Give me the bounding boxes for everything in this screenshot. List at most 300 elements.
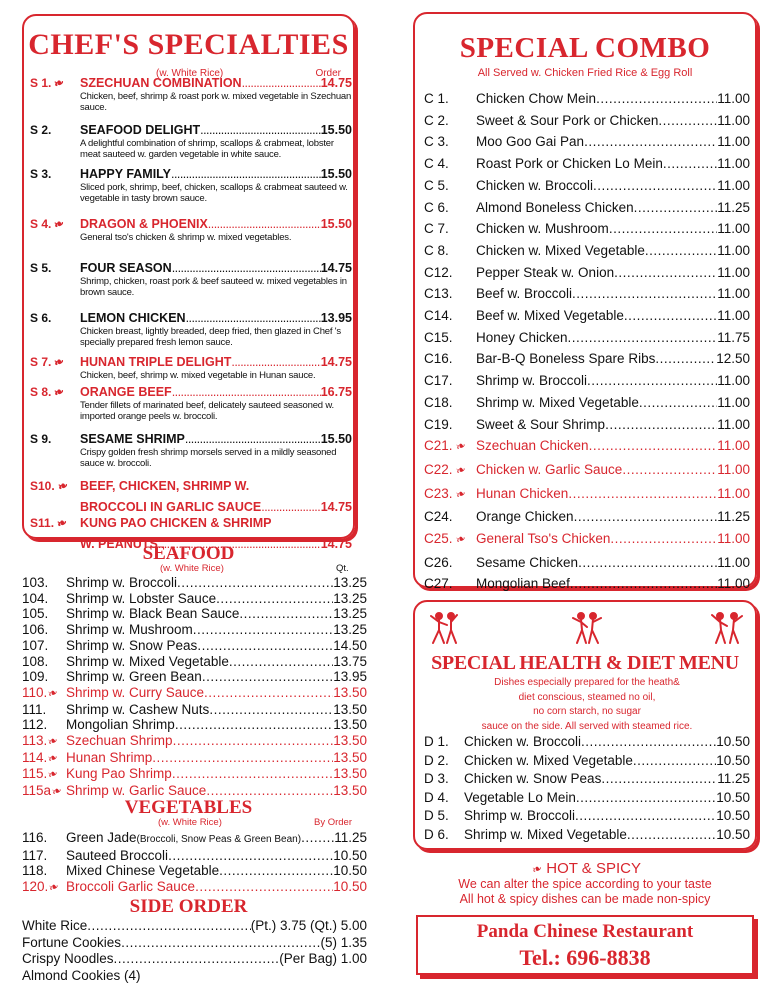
item-number-text: C 8.	[424, 242, 449, 258]
chili-slot	[453, 529, 467, 552]
combo-item	[424, 435, 750, 459]
item-number	[22, 575, 66, 591]
item-price: 11.00	[717, 461, 750, 477]
combo-item	[424, 528, 750, 552]
item-name-text: FOUR SEASON	[80, 261, 172, 275]
item-number-text: C25.	[424, 531, 453, 547]
item-number-text: C 6.	[424, 199, 449, 215]
item-number	[424, 459, 476, 483]
item-number	[424, 218, 476, 240]
item-number	[22, 879, 66, 896]
seafood-item	[22, 606, 367, 622]
seafood-item	[22, 575, 367, 591]
item-price: 11.00	[717, 221, 750, 237]
item-name: Fortune Cookies	[22, 934, 122, 950]
item-name: Hunan Shrimp	[66, 749, 153, 765]
item-name	[80, 217, 352, 232]
item-price: 13.25	[333, 590, 367, 606]
item-price: (Pt.) 3.75 (Qt.) 5.00	[250, 918, 367, 933]
item-number-text: C 4.	[424, 156, 449, 172]
diet-item	[424, 770, 750, 789]
dot-leader	[634, 197, 718, 219]
by-order-label: By Order	[314, 817, 353, 828]
item-price: 13.50	[333, 783, 367, 799]
combo-item	[424, 348, 750, 370]
dot-leader	[114, 951, 280, 968]
item-number	[424, 88, 476, 110]
item-number-text: C 3.	[424, 134, 449, 150]
chili-slot	[453, 460, 467, 483]
dot-leader	[645, 240, 717, 262]
specialty-item	[30, 217, 352, 243]
dot-leader	[172, 261, 321, 276]
seafood-item	[22, 669, 367, 685]
item-price: 15.50	[320, 123, 352, 137]
description-line: sauce on the side. All served with steamed rice.	[481, 720, 693, 732]
dot-leader	[572, 283, 717, 305]
dot-leader	[570, 573, 717, 595]
health-diet-description	[425, 676, 749, 734]
dot-leader	[584, 131, 717, 153]
combo-item	[424, 240, 750, 262]
dot-leader	[202, 669, 333, 685]
item-code	[30, 385, 80, 399]
item-code	[30, 123, 80, 137]
item-name: Shrimp w. Lobster Sauce	[66, 590, 217, 606]
item-number	[424, 348, 476, 370]
item-code-text: S11.	[30, 516, 55, 530]
seafood-item	[22, 685, 367, 702]
item-number	[22, 606, 66, 622]
item-price: 13.50	[333, 733, 367, 749]
item-number	[424, 153, 476, 175]
item-number	[424, 327, 476, 349]
item-price: 15.50	[320, 167, 352, 181]
item-number	[22, 702, 66, 718]
item-price: 13.25	[333, 606, 367, 622]
item-number-text: C26.	[424, 554, 453, 570]
item-price: 11.00	[717, 134, 750, 150]
item-price: 10.50	[716, 808, 750, 824]
dot-leader	[231, 355, 320, 370]
item-name: Mongolian Shrimp	[66, 717, 175, 733]
item-name: Shrimp w. Mixed Vegetable	[66, 653, 229, 669]
description-line: diet conscious, steamed no oil,	[518, 691, 656, 703]
item-number-text: 114.	[22, 749, 48, 765]
item-name: Chicken w. Snow Peas	[464, 771, 602, 787]
item-name: Chicken Chow Mein	[476, 91, 597, 106]
dancer-illustration-icon	[570, 610, 604, 646]
combo-item	[424, 218, 750, 240]
dot-leader	[239, 606, 333, 622]
side-order-item	[22, 968, 367, 985]
vegetable-item	[22, 879, 367, 896]
chili-pepper-icon: ❧	[52, 353, 67, 371]
restaurant-info-box	[416, 915, 754, 975]
item-name: General Tso's Chicken	[476, 531, 611, 547]
combo-item	[424, 110, 750, 132]
chili-pepper-icon: ❧	[46, 878, 62, 896]
item-description: Tender fillets of marinated beef, delicately sauteed seasoned w. imported orange peels w. broccoli.	[80, 400, 334, 422]
item-price: 11.00	[717, 308, 750, 324]
dot-leader	[663, 153, 717, 175]
item-name: Chicken w. Broccoli	[464, 734, 582, 749]
item-name: Beef w. Mixed Vegetable	[476, 308, 624, 324]
item-number	[22, 863, 66, 879]
item-price: 10.50	[333, 863, 367, 879]
seafood-title: SEAFOOD	[142, 543, 235, 564]
item-number-text: C27.	[424, 576, 453, 592]
dot-leader	[574, 506, 718, 528]
item-number	[424, 506, 476, 528]
chili-pepper-icon: ❧	[45, 732, 61, 750]
dot-leader	[633, 752, 716, 771]
item-price: 11.25	[717, 509, 750, 525]
dot-leader	[581, 733, 716, 752]
combo-item	[424, 305, 750, 327]
item-name-line2	[80, 500, 352, 515]
health-diet-title: SPECIAL HEALTH & DIET MENU	[431, 652, 739, 674]
specialty-item	[30, 123, 352, 160]
item-name: Shrimp w. Broccoli	[464, 808, 576, 824]
chili-pepper-icon: ❧	[52, 215, 67, 233]
item-description: Chicken, beef, shrimp & roast pork w. mixed vegetable in Szechuan sauce.	[80, 91, 352, 113]
item-price: 12.50	[716, 351, 750, 367]
item-name: Sauteed Broccoli	[66, 847, 169, 863]
item-name: Sweet & Sour Pork or Chicken	[476, 112, 659, 128]
item-number-text: 103.	[22, 575, 49, 590]
item-name: Chicken w. Broccoli	[476, 177, 594, 193]
item-name: Shrimp w. Garlic Sauce	[66, 783, 207, 799]
item-price: 11.00	[717, 576, 750, 592]
item-number	[424, 175, 476, 197]
vegetable-item	[22, 848, 367, 864]
item-price: 10.50	[716, 789, 750, 805]
chili-pepper-icon: ❧	[453, 461, 468, 479]
item-description: Shrimp, chicken, roast pork & beef sauteed w. mixed vegetables in brown sauce.	[80, 276, 347, 298]
item-price: 13.50	[333, 701, 367, 717]
item-price: 15.50	[320, 217, 352, 231]
item-number-text: 112.	[22, 717, 48, 733]
description-line: Dishes especially prepared for the heath&	[494, 677, 680, 688]
combo-item	[424, 131, 750, 153]
dot-leader	[229, 654, 333, 670]
item-description: Chicken, beef, shrimp w. mixed vegetable in Hunan sauce.	[80, 370, 316, 381]
item-price: 11.25	[717, 199, 750, 215]
item-price: 11.00	[717, 91, 750, 106]
dot-leader	[301, 830, 334, 846]
item-price: 13.50	[333, 717, 367, 733]
item-number	[22, 766, 66, 783]
vegetable-item	[22, 830, 367, 848]
dancer-illustration-icon	[427, 610, 461, 646]
dot-leader	[589, 435, 718, 457]
item-name: Roast Pork or Chicken Lo Mein	[476, 156, 663, 172]
item-code-text: S 6.	[30, 311, 52, 325]
item-note: (Broccoli, Snow Peas & Green Bean)	[136, 834, 302, 845]
item-name: Sweet & Sour Shrimp	[476, 416, 606, 432]
item-name-text: SESAME SHRIMP	[80, 432, 185, 446]
item-number-text: C18.	[424, 394, 453, 410]
item-number: D 6.	[424, 826, 449, 842]
item-name-text: LEMON CHICKEN	[80, 311, 186, 325]
quart-column-label: Qt.	[336, 563, 349, 574]
item-name: Shrimp w. Mixed Vegetable	[476, 394, 639, 410]
specialty-item	[30, 385, 352, 422]
dot-leader	[242, 76, 321, 91]
dot-leader	[197, 638, 333, 654]
hot-spicy-note-1: We can alter the spice according to your taste	[458, 877, 712, 891]
item-name: Shrimp w. Mixed Vegetable	[464, 826, 627, 842]
item-number	[22, 750, 66, 767]
combo-item	[424, 370, 750, 392]
item-name: Shrimp w. Snow Peas	[66, 637, 198, 653]
combo-item	[424, 197, 750, 219]
special-combo-subtitle: All Served w. Chicken Fried Rice & Egg Roll	[477, 67, 693, 79]
item-number	[424, 392, 476, 414]
dot-leader	[587, 370, 717, 392]
specialty-item	[30, 76, 352, 113]
item-number	[22, 717, 66, 733]
item-name: Green Jade	[66, 830, 137, 845]
item-price: 11.00	[717, 373, 750, 389]
dot-leader	[614, 262, 717, 284]
item-number-text: C 5.	[424, 177, 449, 193]
item-number	[424, 305, 476, 327]
item-number-text: 116.	[22, 830, 48, 845]
item-name	[80, 261, 352, 276]
item-price: 14.75	[320, 355, 352, 369]
item-name	[80, 516, 352, 531]
chili-pepper-icon: ❧	[49, 782, 64, 800]
seafood-item	[22, 591, 367, 607]
item-number	[424, 414, 476, 436]
dot-leader	[578, 552, 717, 574]
dot-leader	[601, 770, 717, 789]
item-name	[80, 311, 352, 326]
combo-item	[424, 483, 750, 507]
dot-leader	[639, 392, 717, 414]
item-name: Beef w. Broccoli	[476, 286, 573, 302]
item-name: Shrimp w. Cashew Nuts	[66, 701, 210, 717]
item-number: D 3.	[424, 771, 449, 787]
dot-leader	[177, 575, 333, 591]
item-description: Crispy golden fresh shrimp morsels served in a mildly seasoned sauce w. broccoli.	[80, 447, 337, 469]
dot-leader	[204, 685, 333, 701]
item-name-text: ORANGE BEEF	[80, 385, 172, 399]
item-number: D 4.	[424, 789, 449, 805]
chili-pepper-icon: ❧	[52, 383, 67, 401]
item-number-text: C23.	[424, 485, 453, 501]
item-number	[424, 435, 476, 459]
item-name-text: BEEF, CHICKEN, SHRIMP W.	[80, 479, 250, 493]
dot-leader	[200, 123, 321, 138]
chili-pepper-icon: ❧	[529, 860, 545, 878]
item-code	[30, 355, 80, 369]
chefs-specialties-panel	[22, 14, 355, 551]
item-number	[22, 733, 66, 750]
item-code-text: S 7.	[30, 355, 52, 369]
item-price: 14.50	[333, 637, 367, 653]
item-name: Almond Boneless Chicken	[476, 199, 634, 215]
item-price: 11.00	[717, 242, 750, 258]
specialty-item	[30, 261, 352, 298]
dot-leader	[575, 807, 716, 826]
item-code-text: S 4.	[30, 217, 52, 231]
chili-pepper-icon: ❧	[453, 530, 468, 548]
item-name: Orange Chicken	[476, 509, 574, 525]
item-name-text: SEAFOOD DELIGHT	[80, 123, 201, 137]
dot-leader	[216, 591, 333, 607]
item-price: 10.50	[716, 734, 750, 749]
health-diet-list	[424, 733, 750, 845]
item-name: Honey Chicken	[476, 329, 568, 345]
combo-item	[424, 506, 750, 528]
item-name: Shrimp w. Curry Sauce	[66, 684, 205, 700]
dot-leader	[152, 750, 333, 766]
item-price: 11.00	[717, 554, 750, 570]
item-name: Moo Goo Gai Pan	[476, 134, 585, 150]
item-price: 16.75	[320, 385, 352, 399]
item-price: 11.75	[717, 329, 750, 345]
item-price: 11.25	[334, 830, 367, 845]
item-description: General tso's chicken & shrimp w. mixed vegetables.	[80, 232, 292, 243]
item-name: Szechuan Shrimp	[66, 733, 173, 749]
item-price: 11.00	[717, 416, 750, 432]
item-name-text: HUNAN TRIPLE DELIGHT	[80, 355, 232, 369]
item-code-text: S 5.	[30, 261, 52, 275]
diet-item	[424, 807, 750, 826]
item-name: Hunan Chicken	[476, 485, 569, 501]
diet-item	[424, 733, 750, 752]
item-code-text: S 8.	[30, 385, 52, 399]
item-name	[80, 355, 352, 370]
item-name: Chicken w. Mixed Vegetable	[464, 752, 633, 768]
seafood-item	[22, 750, 367, 767]
item-name: Shrimp w. Broccoli	[476, 373, 588, 389]
item-number-text: C 7.	[424, 221, 449, 237]
item-code	[30, 217, 80, 231]
item-code-text: S 1.	[30, 76, 52, 90]
item-number-text: C 1.	[424, 91, 449, 106]
dot-leader	[219, 863, 333, 879]
chili-slot	[453, 484, 467, 507]
item-number-text: 115.	[22, 766, 48, 782]
item-number-text: C19.	[424, 416, 453, 432]
item-name: Szechuan Chicken	[476, 438, 589, 454]
item-name: Vegetable Lo Mein	[464, 789, 576, 805]
dot-leader	[208, 217, 321, 232]
item-price: 10.50	[716, 826, 750, 842]
chili-pepper-icon: ❧	[55, 477, 70, 495]
combo-item	[424, 327, 750, 349]
dot-leader	[175, 717, 333, 733]
seafood-item	[22, 733, 367, 750]
item-code-text: S 9.	[30, 432, 52, 446]
item-number	[22, 654, 66, 670]
dot-leader	[87, 918, 250, 935]
item-number	[424, 197, 476, 219]
item-number	[424, 262, 476, 284]
vegetable-item	[22, 863, 367, 879]
item-name	[80, 432, 352, 447]
item-name	[80, 479, 352, 494]
item-number	[424, 110, 476, 132]
dot-leader	[627, 826, 716, 845]
dot-leader	[593, 175, 717, 197]
item-name: Shrimp w. Black Bean Sauce	[66, 606, 240, 622]
item-name: Shrimp w. Mushroom	[66, 622, 193, 638]
item-number-text: C12.	[424, 264, 453, 280]
item-number-text: C22.	[424, 461, 453, 477]
item-name: White Rice	[22, 918, 88, 933]
combo-item	[424, 262, 750, 284]
item-number-text: C24.	[424, 509, 453, 525]
item-number	[424, 370, 476, 392]
seafood-list	[22, 575, 367, 800]
item-number-text: C13.	[424, 286, 453, 302]
item-code	[30, 432, 80, 446]
dot-leader	[576, 789, 716, 808]
item-number	[22, 638, 66, 654]
chili-pepper-icon: ❧	[453, 485, 468, 503]
seafood-item	[22, 622, 367, 638]
item-code-text: S 2.	[30, 123, 52, 137]
item-price: 11.00	[717, 112, 750, 128]
item-price: 14.75	[320, 261, 352, 275]
diet-item	[424, 752, 750, 771]
item-number	[424, 552, 476, 574]
side-order-title: SIDE ORDER	[129, 896, 248, 917]
item-number	[22, 669, 66, 685]
item-name-text: BROCCOLI IN GARLIC SAUCE	[80, 500, 262, 514]
item-code-text: S10.	[30, 479, 55, 493]
restaurant-phone: Tel.: 696-8838	[519, 945, 651, 970]
item-number-text: C15.	[424, 329, 453, 345]
diet-item	[424, 826, 750, 845]
specialty-item	[30, 311, 352, 348]
item-price: 13.25	[333, 575, 367, 590]
dot-leader	[605, 414, 717, 436]
chefs-specialties-title: CHEF'S SPECIALTIES	[28, 28, 349, 61]
item-number	[22, 685, 66, 702]
seafood-item	[22, 654, 367, 670]
dot-leader	[172, 766, 333, 782]
item-price: 11.25	[717, 771, 750, 787]
dot-leader	[610, 528, 717, 550]
dot-leader	[655, 348, 716, 370]
item-price: 11.00	[717, 438, 750, 454]
item-price: 11.00	[717, 531, 750, 547]
chefs-specialties-subtitle: (w. White Rice)	[156, 68, 224, 79]
side-order-item	[22, 951, 367, 968]
dot-leader	[568, 327, 718, 349]
dot-leader	[168, 848, 333, 864]
item-number-text: 104.	[22, 590, 49, 606]
item-name: Mixed Chinese Vegetable	[66, 863, 220, 879]
dot-leader	[172, 385, 321, 400]
item-number-text: 117.	[22, 847, 48, 863]
item-name: Chicken w. Mushroom	[476, 221, 609, 237]
item-name: Almond Cookies (4)	[22, 967, 141, 983]
item-name-text: KUNG PAO CHICKEN & SHRIMP	[80, 516, 272, 530]
item-price: 10.50	[333, 879, 367, 895]
item-number-text: 113.	[22, 733, 48, 749]
item-price: 13.50	[333, 749, 367, 765]
item-price: 11.00	[717, 177, 750, 193]
chili-pepper-icon: ❧	[45, 766, 61, 783]
dot-leader	[658, 110, 717, 132]
